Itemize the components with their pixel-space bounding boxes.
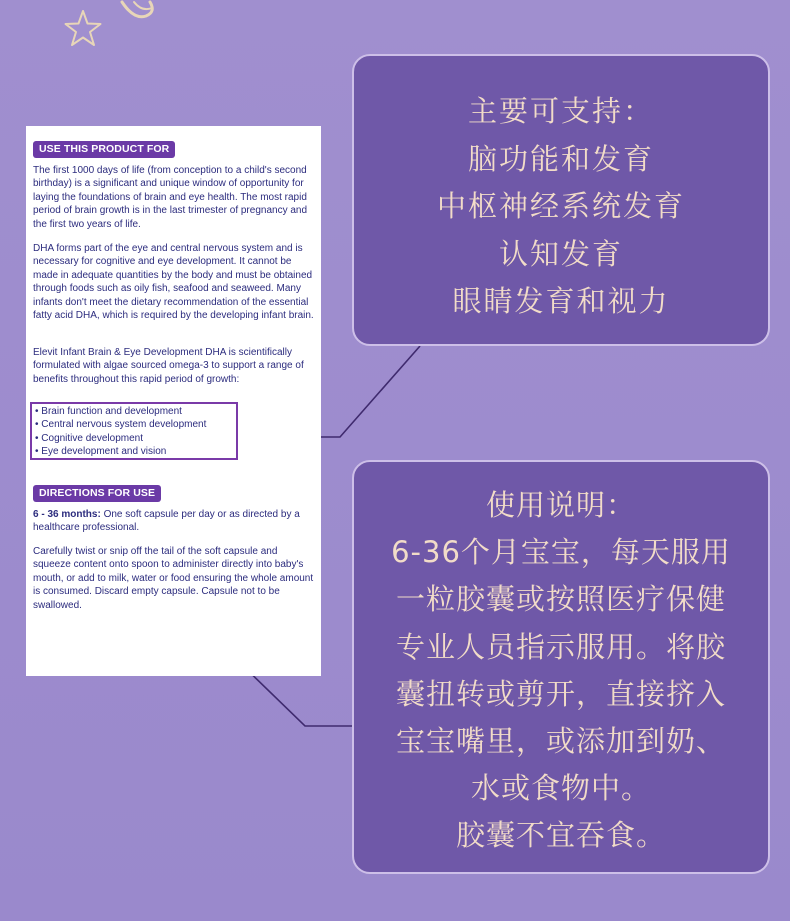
bullet-brain: • Brain function and development [35, 406, 182, 417]
benefits-info-box [352, 54, 770, 346]
usage-line: 一粒胶囊或按照医疗保健 [395, 582, 726, 617]
bullet-cns: • Central nervous system development [35, 419, 207, 431]
usage-heading: 使用说明： [485, 488, 636, 522]
use-product-badge: USE THIS PRODUCT FOR [33, 141, 175, 158]
directions-badge: DIRECTIONS FOR USE [33, 485, 161, 502]
label-paragraph-formulation: Elevit Infant Brain & Eye Development DHA is scientifically formulated with algae sourced omega-3 to support a range of benefits throughout this rapid period of growth: [33, 347, 304, 385]
label-paragraph-dha: DHA forms part of the eye and central nervous system and is necessary for cognitive and eye development. It cannot be made in adequate quantities by the body and must be obtained through foods such as oily fish, seafood and seaweed. Many infants don't meet the dietary recommendation of the essential fatty acid DHA, which is required by the developing infant brain. [33, 243, 314, 322]
benefits-heading: 主要可支持： [467, 94, 654, 128]
usage-line: 6-36个月宝宝，每天服用 [391, 535, 731, 570]
benefit-eye: 眼睛发育和视力 [452, 284, 670, 318]
usage-line: 水或食物中。 [470, 771, 651, 806]
label-paragraph-directions: Carefully twist or snip off the tail of the soft capsule and squeeze content onto spoon to administer directly into baby's mouth, or add to milk, water or food ensuring the whole amount is consumed. Discard empty capsule. Capsule not to be swallowed. [33, 546, 314, 611]
dosage-age: 6 - 36 months: [33, 509, 101, 520]
bullet-eye: • Eye development and vision [35, 446, 167, 458]
benefit-cns: 中枢神经系统发育 [436, 189, 685, 223]
label-paragraph-1000-days: The first 1000 days of life (from conception to a child's second birthday) is a significant and unique window of opportunity for laying the foundations of brain and eye health. The most rapid period of brain growth is in the last trimester of pregnancy and the first two years of life. [33, 165, 308, 230]
usage-line: 囊扭转或剪开，直接挤入 [395, 676, 726, 711]
dosage-text: One soft capsule per day or as directed by a healthcare professional. [33, 509, 300, 534]
bullet-cognitive: • Cognitive development [35, 432, 144, 444]
usage-line: 胶囊不宜吞食。 [455, 818, 666, 853]
usage-line: 专业人员指示服用。将胶 [395, 629, 726, 664]
label-dosage [33, 508, 315, 535]
usage-line: 宝宝嘴里，或添加到奶、 [395, 724, 726, 759]
benefit-brain: 脑功能和发育 [467, 141, 654, 176]
benefits-bullet-list [30, 402, 238, 460]
usage-info-box [352, 460, 770, 874]
benefit-cognitive: 认知发育 [498, 236, 623, 271]
